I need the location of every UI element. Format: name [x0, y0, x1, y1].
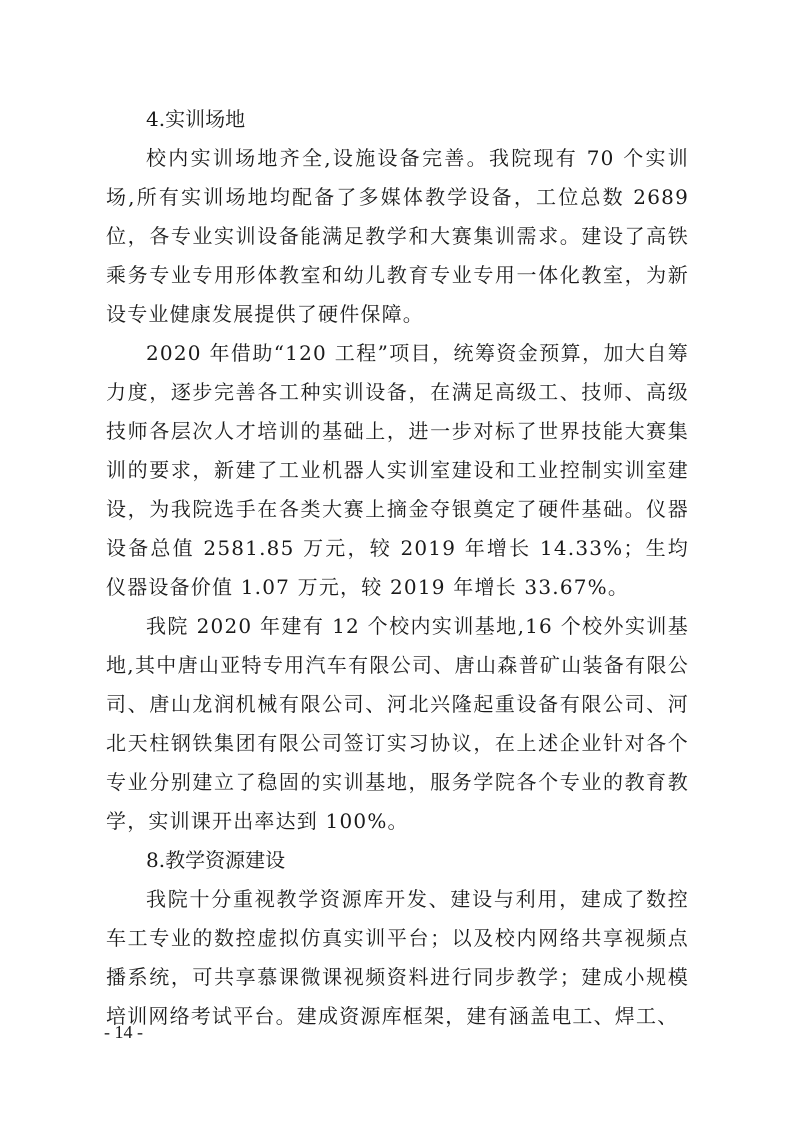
paragraph-teaching-resources: 我院十分重视教学资源库开发、建设与利用，建成了数控车工专业的数控虚拟仿真实训平台；以及校内网络共享视频点播系统，可共享慕课微课视频资料进行同步教学；建成小规模培训网络考试平台。建成资源库框架，建有涵盖电工、焊工、: [106, 887, 689, 1028]
paragraph-training-sites-overview: 校内实训场地齐全,设施设备完善。我院现有 70 个实训场,所有实训场地均配备了多媒体教学设备，工位总数 2689 位，各专业实训设备能满足教学和大赛集训需求。建设了高铁乘务专业专用形体教室和幼儿教育专业专用一体化教室，为新设专业健康发展提供了硬件保障。: [106, 146, 689, 326]
section-heading-training-sites: 4.实训场地: [146, 107, 246, 131]
document-body: [106, 100, 689, 1036]
page-number: - 14 -: [104, 1022, 143, 1042]
paragraph-training-bases: 我院 2020 年建有 12 个校内实训基地,16 个校外实训基地,其中唐山亚特专用汽车有限公司、唐山森普矿山装备有限公司、唐山龙润机械有限公司、河北兴隆起重设备有限公司、河北天柱钢铁集团有限公司签订实习协议，在上述企业针对各个专业分别建立了稳固的实训基地，服务学院各个专业的教育教学，实训课开出率达到 100%。: [106, 614, 689, 833]
section-heading-teaching-resources: 8.教学资源建设: [146, 848, 286, 872]
paragraph-120-project: 2020 年借助“120 工程”项目，统筹资金预算，加大自筹力度，逐步完善各工种实训设备，在满足高级工、技师、高级技师各层次人才培训的基础上，进一步对标了世界技能大赛集训的要求，新建了工业机器人实训室建设和工业控制实训室建设，为我院选手在各类大赛上摘金夺银奠定了硬件基础。仪器设备总值 2581.85 万元，较 2019 年增长 14.33%；生均仪器设备价值 1.07 万元，较 2019 年增长 33.67%。: [106, 341, 689, 599]
